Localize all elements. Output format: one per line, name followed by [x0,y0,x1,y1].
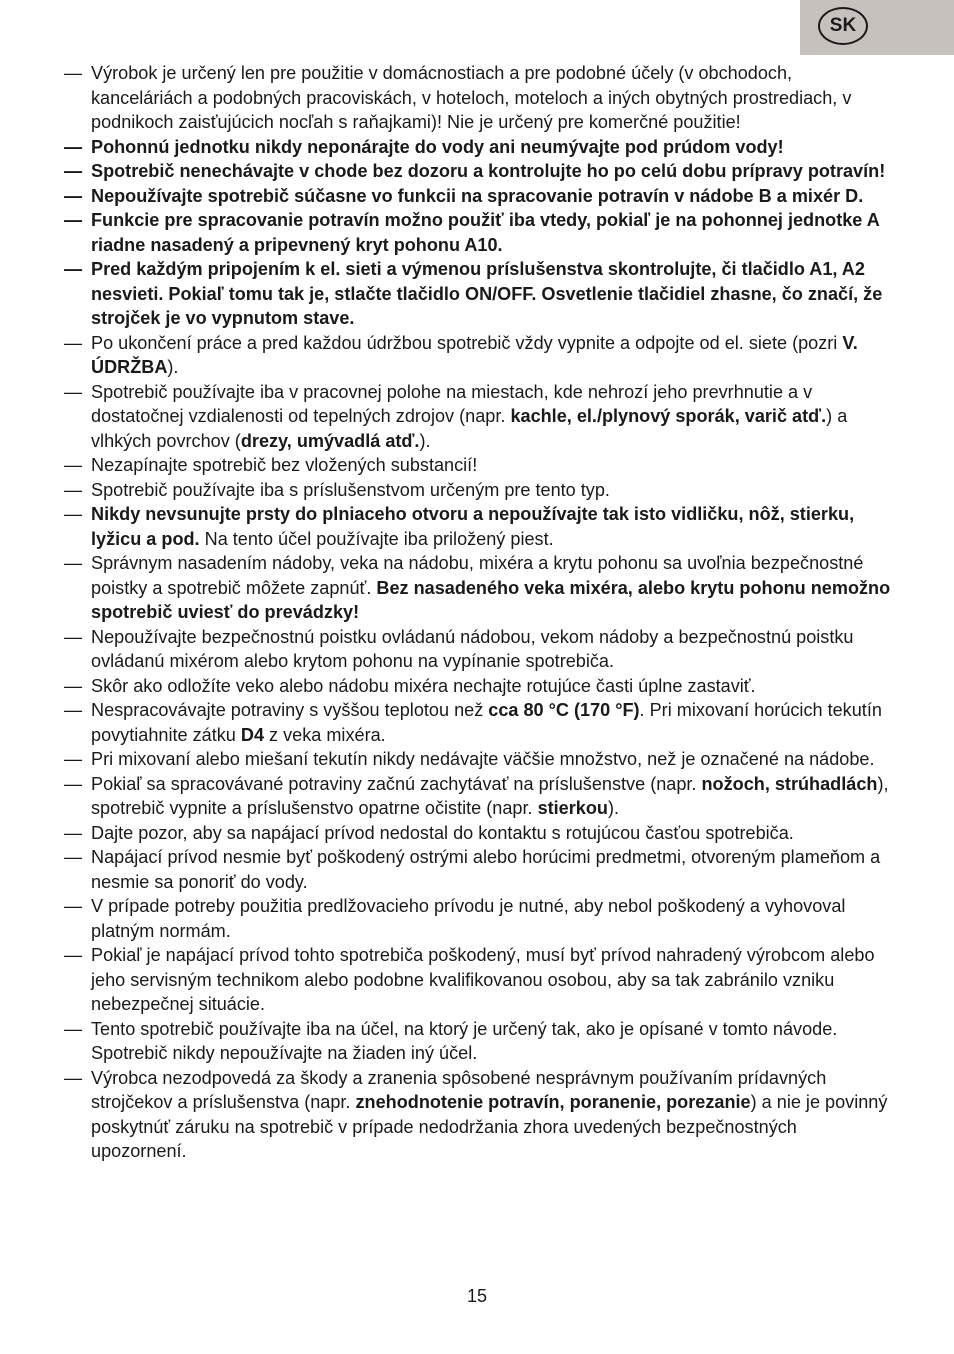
instruction-item [64,943,894,1017]
instruction-item [64,159,894,184]
dash-bullet: — [64,185,83,206]
instruction-text: Nepoužívajte bezpečnostnú poistku ovládanú nádobou, vekom nádoby a bezpečnostnú poistku ovládanú mixérom alebo krytom pohonu na vypínanie spotrebiča. [91,626,854,671]
instruction-item [64,502,894,551]
instruction-text-bold: znehodnotenie potravín, poranenie, porezanie [355,1092,751,1112]
dash-bullet: — [64,773,83,794]
instruction-text: Nezapínajte spotrebič bez vložených substancií! [91,455,478,475]
dash-bullet: — [64,479,83,500]
language-badge: SK [818,7,868,45]
instruction-text-bold: V. ÚDRŽBA [91,332,858,377]
instruction-text: Výrobok je určený len pre použitie v domácnostiach a pre podobné účely (v obchodoch, kanceláriách a podobných pracoviskách, v hoteloch, moteloch a iných obytných prostrediach, v podnikoch zaisťujúcich nocľah s raňajkami)! Nie je určený pre komerčné použitie! [91,63,852,132]
safety-instructions-list [64,61,894,1164]
instruction-item [64,208,894,257]
instruction-text: ). [167,357,179,377]
instruction-text: Pokiaľ je napájací prívod tohto spotrebiča poškodený, musí byť prívod nahradený výrobcom alebo jeho servisným technikom alebo podobne kvalifikovanou osobou, aby sa tak zabránilo vzniku nebezpečnej situácie. [91,945,875,1014]
dash-bullet: — [64,749,83,769]
instruction-text: Pri mixovaní alebo miešaní tekutín nikdy nedávajte väčšie množstvo, než je označené na nádobe. [91,749,875,769]
instruction-text: . Pri mixovaní horúcich tekutín povytiahnite zátku [91,700,882,745]
dash-bullet: — [64,1018,83,1039]
instruction-text: Pokiaľ sa spracovávané potraviny začnú zachytávať na príslušenstve (napr. [91,773,702,794]
instruction-text: Dajte pozor, aby sa napájací prívod nedostal do kontaktu s rotujúcou časťou spotrebiča. [91,822,794,843]
instruction-text: Po ukončení práce a pred každou údržbou spotrebič vždy vypnite a odpojte od el. siete (pozri [91,332,843,353]
instruction-item [64,331,894,380]
instruction-text: Spotrebič používajte iba s príslušenstvom určeným pre tento typ. [91,479,610,500]
dash-bullet: — [64,210,83,230]
dash-bullet: — [64,553,83,573]
instruction-item [64,380,894,454]
instruction-text-bold: D4 [240,724,265,745]
instruction-text-bold: Spotrebič nenechávajte v chode bez dozoru a kontrolujte ho po celú dobu prípravy potravín! [91,161,886,181]
instruction-item [64,184,894,209]
dash-bullet: — [64,455,83,475]
instruction-text-bold: cca 80 °C (170 °F) [488,700,640,720]
instruction-item [64,625,894,674]
instruction-text-bold: drezy, umývadlá atď. [240,430,420,451]
instruction-text: Tento spotrebič používajte iba na účel, na ktorý je určený tak, ako je opísané v tomto návode. Spotrebič nikdy nepoužívajte na žiaden iný účel. [91,1018,838,1063]
instruction-text: Nespracovávajte potraviny s vyššou teplotou než [91,700,489,720]
dash-bullet: — [64,626,83,647]
instruction-text: ). [607,798,620,818]
instruction-text-bold: Pred každým pripojením k el. sieti a výmenou príslušenstva skontrolujte, či tlačidlo A1, A2 nesvieti. Pokiaľ tomu tak je, stlačte tlačidlo ON/OFF. Osvetlenie tlačidiel zhasne, čo značí, že strojček je vo vypnutom stave. [91,259,883,328]
instruction-item [64,478,894,503]
dash-bullet: — [64,700,83,720]
instruction-item [64,135,894,160]
instruction-text: ), spotrebič vypnite a príslušenstvo opatrne očistite (napr. [91,773,889,818]
instruction-text-bold: stierkou [537,798,608,818]
dash-bullet: — [64,1067,83,1088]
dash-bullet: — [64,161,83,181]
dash-bullet: — [64,822,83,843]
instruction-text: Spotrebič používajte iba v pracovnej polohe na miestach, kde nehrozí jeho prevrhnutie a v dostatočnej vzdialenosti od tepelných zdrojov (napr. [91,381,813,426]
instruction-item [64,674,894,699]
instruction-text-bold: Funkcie pre spracovanie potravín možno použiť iba vtedy, pokiaľ je na pohonnej jednotke A riadne nasadený a pripevnený kryt pohonu A10. [91,210,880,255]
instruction-text-bold: Bez nasadeného veka mixéra, alebo krytu pohonu nemožno spotrebič uviesť do prevádzky! [91,577,891,622]
dash-bullet: — [64,381,83,402]
instruction-text: Skôr ako odložíte veko alebo nádobu mixéra nechajte rotujúce časti úplne zastaviť. [91,675,756,696]
instruction-text: ) a nie je povinný poskytnúť záruku na spotrebič v prípade nedodržania zhora uvedených bezpečnostných upozornení. [91,1092,888,1161]
dash-bullet: — [64,332,83,353]
instruction-item [64,698,894,747]
instruction-item [64,894,894,943]
instruction-text-bold: Nikdy nevsunujte prsty do plniaceho otvoru a nepoužívajte tak isto vidličku, nôž, stierku, lyžicu a pod. [91,504,855,549]
dash-bullet: — [64,259,83,279]
instruction-text: Napájací prívod nesmie byť poškodený ostrými alebo horúcimi predmetmi, otvoreným plameňom a nesmie sa ponoriť do vody. [91,847,881,892]
instruction-item [64,257,894,331]
instruction-text-bold: Pohonnú jednotku nikdy neponárajte do vody ani neumývajte pod prúdom vody! [91,136,784,157]
instruction-text: V prípade potreby použitia predlžovacieho prívodu je nutné, aby nebol poškodený a vyhovoval platným normám. [91,896,846,941]
instruction-text: Výrobca nezodpovedá za škody a zranenia spôsobené nesprávnym používaním prídavných strojčekov a príslušenstva (napr. [91,1067,827,1112]
instruction-item [64,845,894,894]
instruction-item [64,772,894,821]
dash-bullet: — [64,136,83,157]
language-tab [800,0,954,55]
dash-bullet: — [64,675,83,696]
instruction-item [64,1066,894,1164]
instruction-item [64,61,894,135]
instruction-text-bold: Nepoužívajte spotrebič súčasne vo funkcii na spracovanie potravín v nádobe B a mixér D. [91,185,864,206]
instruction-text: ). [419,430,431,451]
instruction-text: ) a vlhkých povrchov ( [91,406,848,451]
instruction-text: Správnym nasadením nádoby, veka na nádobu, mixéra a krytu pohonu sa uvoľnia bezpečnostné poistky a spotrebič môžete zapnúť. [91,553,864,598]
page-number: 15 [466,1286,488,1306]
dash-bullet: — [64,945,83,965]
dash-bullet: — [64,847,83,867]
instruction-text: Na tento účel používajte iba priložený piest. [199,528,554,549]
instruction-item [64,453,894,478]
instruction-item [64,1017,894,1066]
dash-bullet: — [64,504,83,524]
instruction-item [64,821,894,846]
dash-bullet: — [64,63,83,83]
instruction-text-bold: nožoch, strúhadlách [701,773,878,794]
instruction-text-bold: kachle, el./plynový sporák, varič atď. [510,406,827,426]
instruction-text: z veka mixéra. [264,724,386,745]
instruction-item [64,551,894,625]
instruction-item [64,747,894,772]
dash-bullet: — [64,896,83,916]
